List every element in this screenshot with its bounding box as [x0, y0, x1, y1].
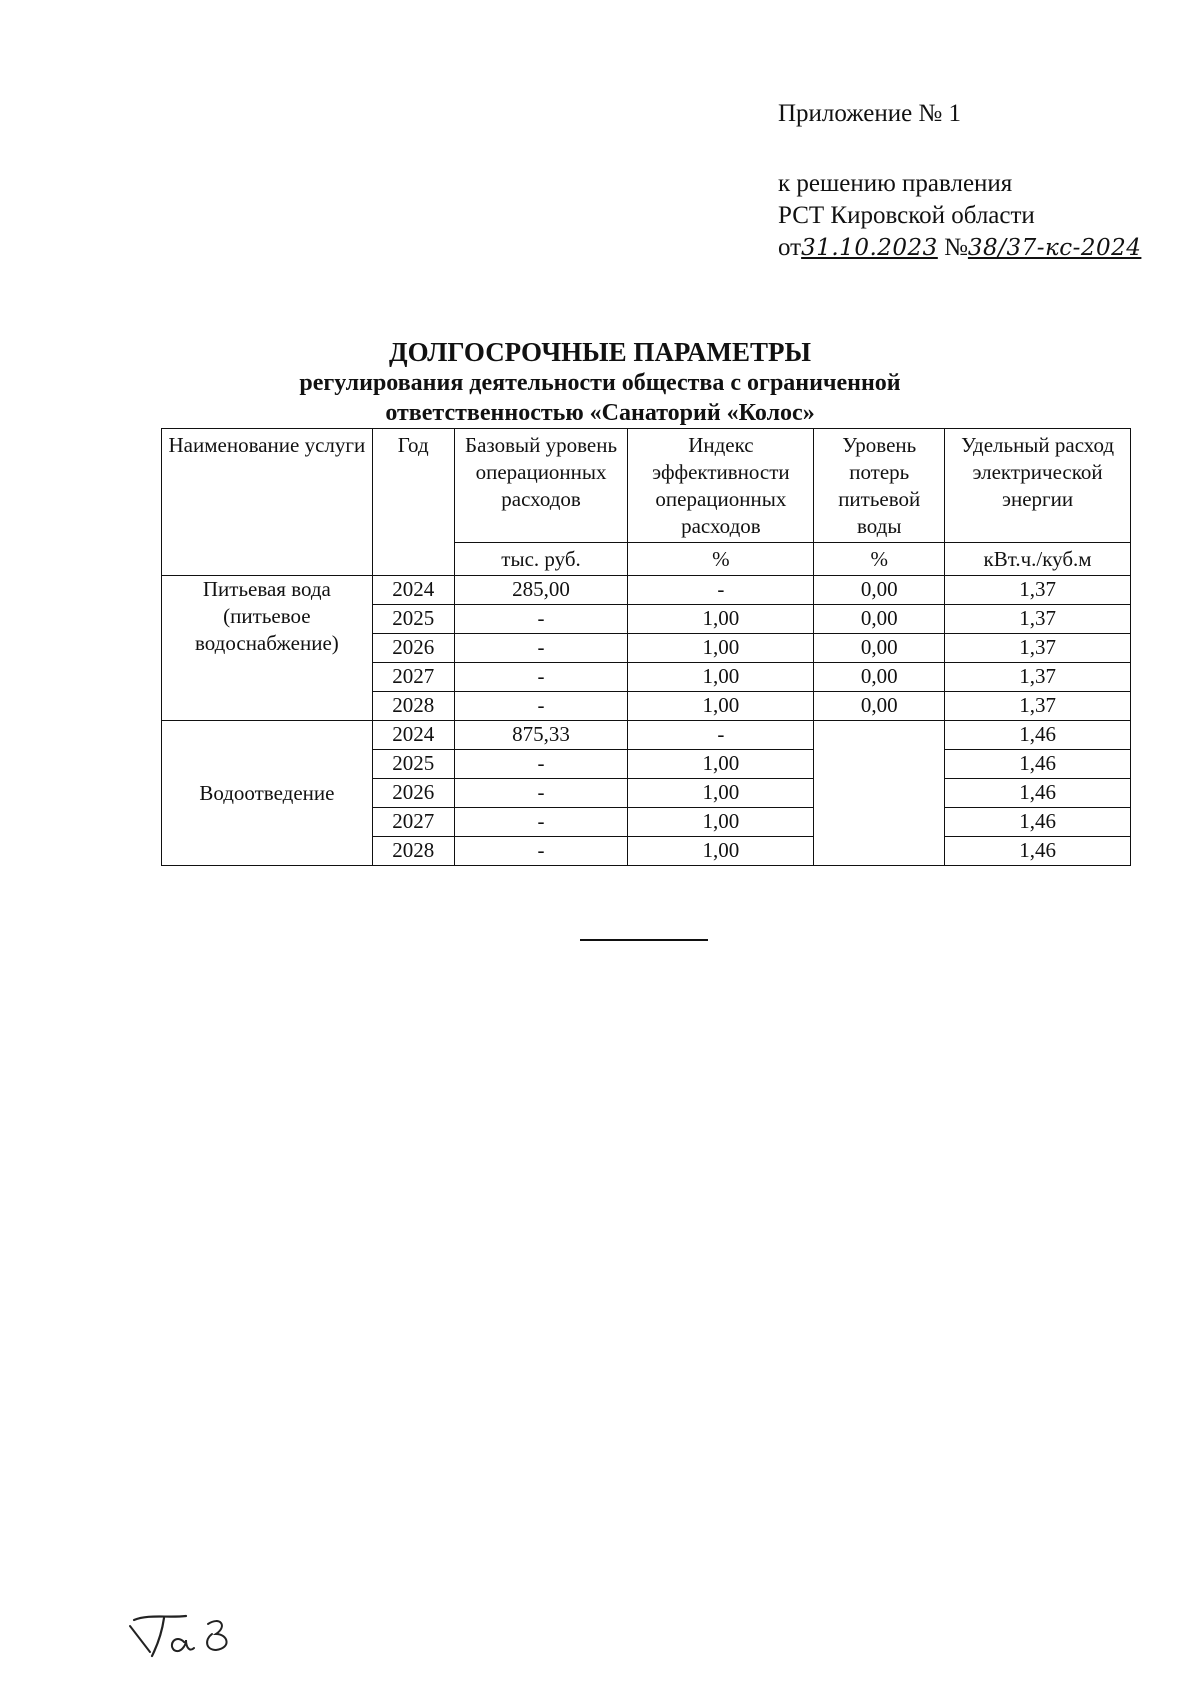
year-cell: 2027	[372, 663, 454, 692]
heading-subtitle-line1: регулирования деятельности общества с ограниченной	[299, 370, 901, 396]
efficiency-index-cell: 1,00	[628, 779, 814, 808]
energy-cell: 1,46	[945, 721, 1131, 750]
base-opex-cell: -	[454, 808, 628, 837]
end-divider	[580, 939, 708, 941]
appendix-date-number-line	[778, 232, 1141, 264]
base-opex-cell: -	[454, 605, 628, 634]
year-cell: 2026	[372, 779, 454, 808]
year-cell: 2025	[372, 605, 454, 634]
energy-cell: 1,37	[945, 663, 1131, 692]
efficiency-index-cell: 1,00	[628, 808, 814, 837]
energy-cell: 1,46	[945, 750, 1131, 779]
water-loss-empty-cell	[814, 721, 945, 866]
parameters-table	[161, 428, 1131, 866]
energy-cell: 1,46	[945, 837, 1131, 866]
energy-cell: 1,37	[945, 692, 1131, 721]
table-row	[162, 576, 1131, 605]
efficiency-index-cell: 1,00	[628, 837, 814, 866]
service-name-cell: Водоотведение	[162, 721, 373, 866]
year-cell: 2027	[372, 808, 454, 837]
unit-efficiency-index: %	[628, 543, 814, 576]
unit-water-loss: %	[814, 543, 945, 576]
base-opex-cell: 285,00	[454, 576, 628, 605]
efficiency-index-cell: 1,00	[628, 692, 814, 721]
efficiency-index-cell: 1,00	[628, 634, 814, 663]
header-water-loss: Уровень потерь питьевой воды	[814, 429, 945, 543]
table-header-row	[162, 429, 1131, 543]
appendix-block	[778, 98, 1141, 264]
year-cell: 2025	[372, 750, 454, 779]
base-opex-cell: -	[454, 692, 628, 721]
appendix-authority-line: РСТ Кировской области	[778, 202, 1035, 229]
year-cell: 2024	[372, 576, 454, 605]
water-loss-cell: 0,00	[814, 692, 945, 721]
energy-cell: 1,37	[945, 576, 1131, 605]
water-loss-cell: 0,00	[814, 605, 945, 634]
document-heading	[0, 336, 1200, 428]
year-cell: 2028	[372, 837, 454, 866]
efficiency-index-cell: 1,00	[628, 605, 814, 634]
water-loss-cell: 0,00	[814, 576, 945, 605]
water-loss-cell: 0,00	[814, 663, 945, 692]
service-name-cell: Питьевая вода (питьевое водоснабжение)	[162, 576, 373, 721]
base-opex-cell: -	[454, 663, 628, 692]
year-cell: 2028	[372, 692, 454, 721]
energy-cell: 1,46	[945, 808, 1131, 837]
year-cell: 2026	[372, 634, 454, 663]
energy-cell: 1,37	[945, 605, 1131, 634]
header-base-opex: Базовый уровень операционных расходов	[454, 429, 628, 543]
header-year: Год	[372, 429, 454, 576]
base-opex-cell: -	[454, 634, 628, 663]
header-service: Наименование услуги	[162, 429, 373, 576]
unit-energy: кВт.ч./куб.м	[945, 543, 1131, 576]
efficiency-index-cell: 1,00	[628, 663, 814, 692]
unit-base-opex: тыс. руб.	[454, 543, 628, 576]
appendix-title: Приложение № 1	[778, 100, 962, 127]
header-efficiency-index: Индекс эффективности операционных расходов	[628, 429, 814, 543]
year-cell: 2024	[372, 721, 454, 750]
heading-subtitle-line2: ответственностью «Санаторий «Колос»	[385, 400, 815, 426]
efficiency-index-cell: -	[628, 721, 814, 750]
efficiency-index-cell: 1,00	[628, 750, 814, 779]
water-loss-cell: 0,00	[814, 634, 945, 663]
header-energy: Удельный расход электрической энергии	[945, 429, 1131, 543]
base-opex-cell: 875,33	[454, 721, 628, 750]
appendix-decision-line: к решению правления	[778, 170, 1013, 197]
decision-number: 38/37-кс-2024	[967, 235, 1142, 261]
base-opex-cell: -	[454, 779, 628, 808]
number-prefix: №	[944, 234, 968, 261]
energy-cell: 1,46	[945, 779, 1131, 808]
date-prefix: от	[778, 234, 802, 261]
decision-date: 31.10.2023	[801, 235, 938, 261]
efficiency-index-cell: -	[628, 576, 814, 605]
base-opex-cell: -	[454, 837, 628, 866]
table-row	[162, 721, 1131, 750]
heading-title: ДОЛГОСРОЧНЫЕ ПАРАМЕТРЫ	[389, 337, 811, 367]
handwritten-signature	[128, 1608, 248, 1668]
energy-cell: 1,37	[945, 634, 1131, 663]
base-opex-cell: -	[454, 750, 628, 779]
